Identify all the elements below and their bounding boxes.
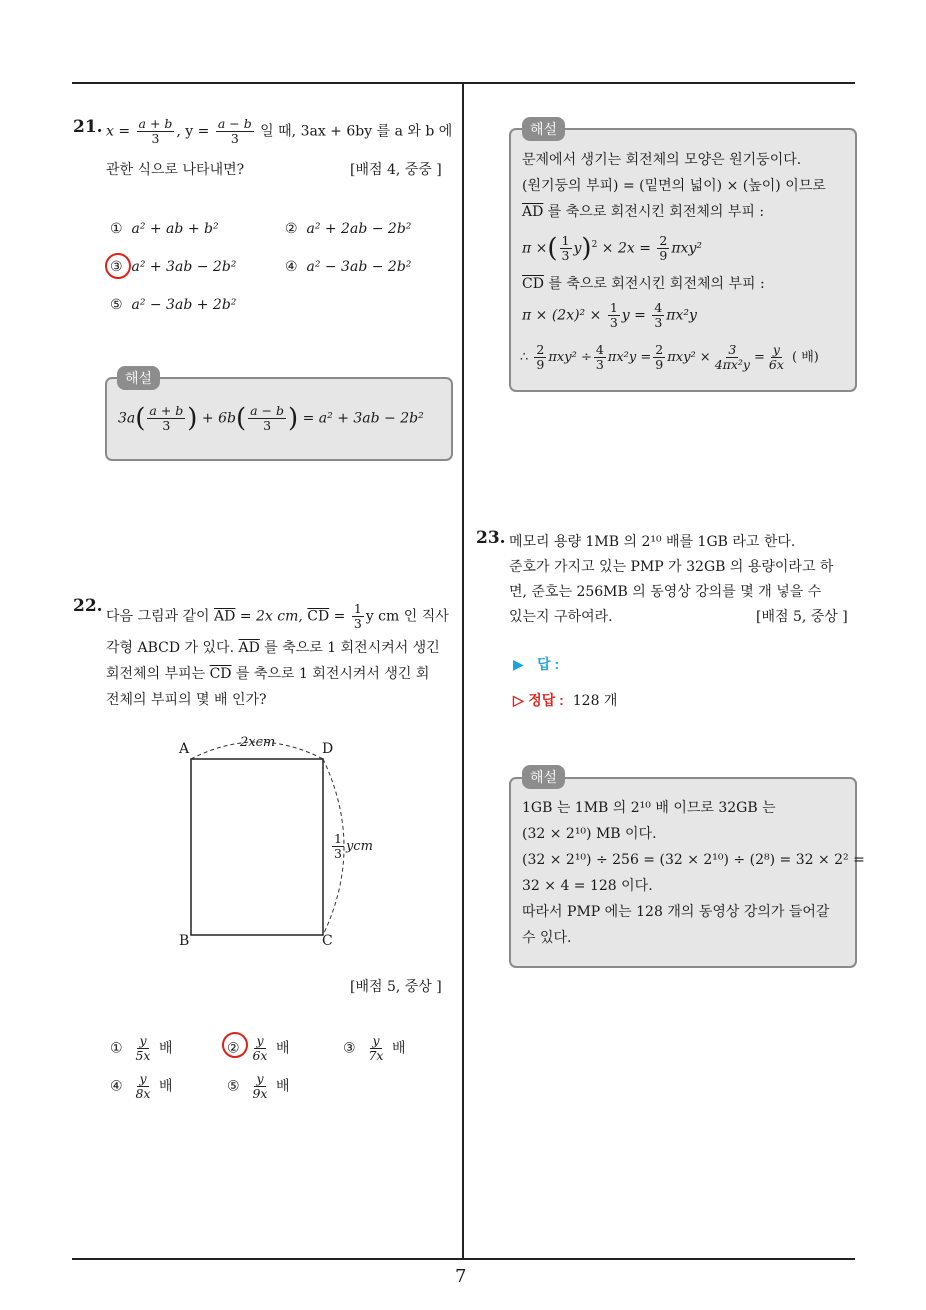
q22-solution-line1: 문제에서 생기는 회전체의 모양은 원기둥이다. <box>522 152 802 168</box>
question-22-line4: 전체의 부피의 몇 배 인가? <box>106 692 267 708</box>
q22-solution-line6: π × (2x)² × $\frac{1}{3}$ y = $\frac{4}{3}$ πx²y <box>522 300 697 330</box>
vertex-label-b: B <box>179 933 190 949</box>
q22-solution-line3: $\overline{AD}$ 를 축으로 회전시킨 회전체의 부피 : <box>522 204 765 220</box>
question-21-choice-2[interactable]: ② a² + 2ab − 2b² <box>285 221 412 237</box>
question-21-choice-3[interactable]: ③ a² + 3ab − 2b² <box>110 259 237 275</box>
question-23-line2: 준호가 가지고 있는 PMP 가 32GB 의 용량이라고 하 <box>509 559 834 575</box>
question-21-solution-tag: 해설 <box>117 366 160 390</box>
question-21-solution: 3a( $\frac{a + b}{3}$ ) + 6b( $\frac{a - b}{3}$ ) = a² + 3ab − 2b² <box>118 403 424 434</box>
q22-solution-line7: ∴ $\frac{2}{9}$ πxy² ÷ $\frac{4}{3}$ πx²y = $\frac{2}{9}$ πxy² × $\frac{3}{\text{4πx²y}}$ = $\frac{y}{6x}$ ( 배) <box>520 342 819 372</box>
question-22-solution-tag: 해설 <box>522 117 565 141</box>
q22-solution-line4: π ×( $\frac{1}{3}$ y)$^2$ × 2x = $\frac{2}{9}$ πxy² <box>522 233 702 264</box>
question-21-choice-4[interactable]: ④ a² − 3ab − 2b² <box>285 259 412 275</box>
answer-circle-mark <box>222 1032 248 1058</box>
question-23-score: [배점 5, 중상 ] <box>756 609 848 625</box>
answer-circle-mark <box>105 253 131 279</box>
figure-top-length-label: 2xcm <box>240 735 276 750</box>
question-23-solution-tag: 해설 <box>522 765 565 789</box>
question-23-number: 23. <box>476 528 506 548</box>
q23-solution-line3: (32 × 2¹⁰) ÷ 256 = (32 × 2¹⁰) ÷ (2⁸) = 32 × 2² = <box>522 852 865 868</box>
correct-answer-row: ▷ 정답 : 128 개 <box>513 692 618 709</box>
figure-side-length-label: $\frac{1}{3}$ ycm <box>334 831 373 861</box>
q23-solution-line5: 따라서 PMP 에는 128 개의 동영상 강의가 들어갈 <box>522 904 830 920</box>
question-21-choice-1[interactable]: ① a² + ab + b² <box>110 221 219 237</box>
answer-arrow-icon: ▶ <box>513 657 524 673</box>
question-22-choice-3[interactable]: ③ $\frac{y}{7x}$ 배 <box>343 1033 406 1063</box>
question-22-number: 22. <box>73 596 103 616</box>
rectangle-abcd <box>191 759 323 935</box>
vertex-label-a: A <box>179 741 190 757</box>
vertex-label-c: C <box>322 933 333 949</box>
correct-arrow-icon: ▷ <box>513 692 524 708</box>
q23-solution-line6: 수 있다. <box>522 930 572 946</box>
q23-solution-line4: 32 × 4 = 128 이다. <box>522 878 653 894</box>
question-21-number: 21. <box>73 117 103 137</box>
question-22-line3: 회전체의 부피는 $\overline{CD}$ 를 축으로 1 회전시켜서 생긴 회 <box>106 666 430 682</box>
question-21-choice-5[interactable]: ⑤ a² − 3ab + 2b² <box>110 297 237 313</box>
question-21-stem: x = $\frac{a + b}{3}$ , y = $\frac{a - b}{3}$ 일 때, 3ax + 6by 를 a 와 b 에 <box>106 116 453 146</box>
vertex-label-d: D <box>322 741 334 757</box>
question-22-choice-5[interactable]: ⑤ $\frac{y}{9x}$ 배 <box>227 1071 290 1101</box>
question-22-line1: 다음 그림과 같이 $\overline{AD} = 2x$ cm, $\overline{CD}$ = $\frac{1}{3}$ y cm 인 직사 <box>106 601 449 631</box>
question-22-score: [배점 5, 중상 ] <box>350 979 442 995</box>
question-23-line4: 있는지 구하여라. <box>509 609 613 625</box>
column-divider <box>462 83 464 1259</box>
answer-row[interactable]: ▶ 답 : <box>513 656 560 673</box>
question-22-choice-4[interactable]: ④ $\frac{y}{8x}$ 배 <box>110 1071 173 1101</box>
page-number: 7 <box>455 1266 467 1287</box>
q23-solution-line2: (32 × 2¹⁰) MB 이다. <box>522 826 657 842</box>
question-21-line2: 관한 식으로 나타내면? <box>106 162 245 178</box>
question-21-score: [배점 4, 중중 ] <box>350 162 442 178</box>
question-23-line1: 메모리 용량 1MB 의 2¹⁰ 배를 1GB 라고 한다. <box>509 534 796 550</box>
q23-solution-line1: 1GB 는 1MB 의 2¹⁰ 배 이므로 32GB 는 <box>522 800 776 816</box>
q22-solution-line5: $\overline{CD}$ 를 축으로 회전시킨 회전체의 부피 : <box>522 276 765 292</box>
question-23-line3: 면, 준호는 256MB 의 동영상 강의를 몇 개 넣을 수 <box>509 584 822 600</box>
question-22-line2: 각형 ABCD 가 있다. $\overline{AD}$ 를 축으로 1 회전시켜서 생긴 <box>106 640 440 656</box>
bottom-rule <box>72 1258 855 1260</box>
question-22-choice-1[interactable]: ① $\frac{y}{5x}$ 배 <box>110 1033 173 1063</box>
q22-solution-line2: (원기둥의 부피) = (밑면의 넓이) × (높이) 이므로 <box>522 178 826 194</box>
question-22-choice-2[interactable]: ② $\frac{y}{6x}$ 배 <box>227 1033 290 1063</box>
